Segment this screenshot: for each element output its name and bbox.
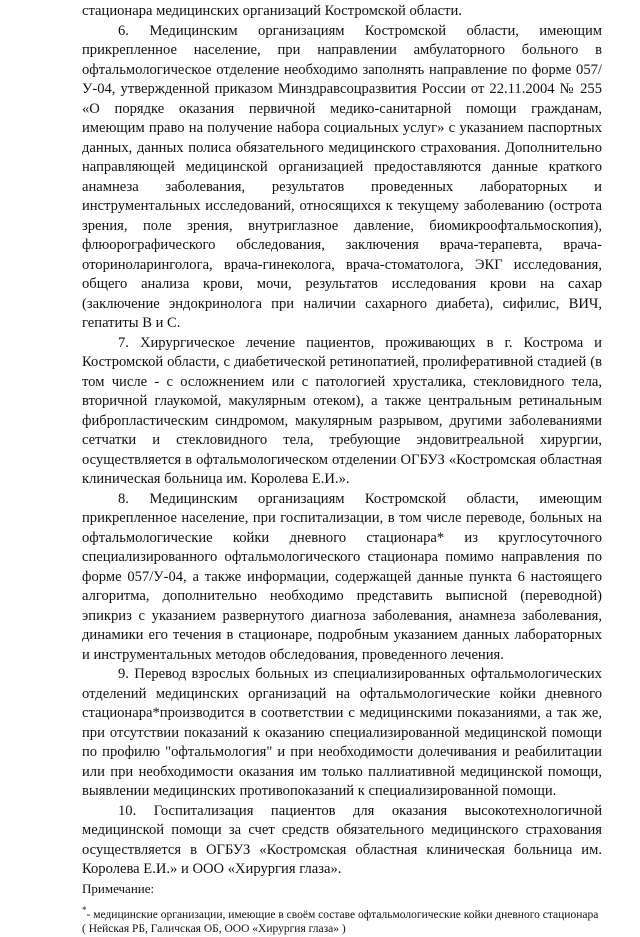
- note-body: - медицинские организации, имеющие в своём составе офтальмологические койки дневного стационара ( Нейская РБ, Галичская ОБ, ООО «Хирургия глаза» ): [82, 908, 598, 935]
- note-title: Примечание:: [82, 880, 602, 897]
- note-text: [82, 903, 602, 937]
- paragraph-10: 10. Госпитализация пациентов для оказания высокотехнологичной медицинской помощи за счет средств обязательного медицинского страхования осуществляется в ОГБУЗ «Костромская областная клиническая больница им. Королева Е.И.» и ООО «Хирургия глаза».: [82, 802, 602, 880]
- note-asterisk: *: [82, 905, 87, 915]
- paragraph-continuation: стационара медицинских организаций Костромской области.: [82, 2, 602, 22]
- paragraph-6: 6. Медицинским организациям Костромской области, имеющим прикрепленное население, при направлении амбулаторного больного в офтальмологическое отделение необходимо заполнять направление по форме 057/У-04, утвержденной приказом Минздравсоцразвития России от 22.11.2004 № 255 «О порядке оказания первичной медико-санитарной помощи гражданам, имеющим право на получение набора социальных услуг» с указанием паспортных данных, данных полиса обязательного медицинского страхования. Дополнительно направляющей медицинской организацией предоставляются данные краткого анамнеза заболевания, результатов проведенных лабораторных и инструментальных исследований, относящихся к текущему заболеванию (острота зрения, поле зрения, внутриглазное давление, биомикроофтальмоскопия), флюорографического обследования, заключения врача-терапевта, врача-оториноларинголога, врача-гинеколога, врача-стоматолога, ЭКГ исследования, общего анализа крови, мочи, результатов исследования крови на сахар (заключение эндокринолога при наличии сахарного диабета), сифилис, ВИЧ, гепатиты В и С.: [82, 22, 602, 334]
- paragraph-8: 8. Медицинским организациям Костромской области, имеющим прикрепленное население, при госпитализации, в том числе переводе, больных на офтальмологические койки дневного стационара* из круглосуточного специализированного офтальмологического стационара помимо направления по форме 057/У-04, а также информации, содержащей данные пункта 6 настоящего алгоритма, дополнительно необходимо представить выписной (переводной) эпикриз с указанием развернутого диагноза заболевания, анамнеза заболевания, динамики его течения в стационаре, подробным указанием данных лабораторных и инструментальных методов обследования, проведенного лечения.: [82, 490, 602, 666]
- paragraph-7: 7. Хирургическое лечение пациентов, проживающих в г. Кострома и Костромской области, с диабетической ретинопатией, пролиферативной стадией (в том числе - с осложнением или с патологией хрусталика, стекловидного тела, вторичной глаукомой, макулярным отеком), а также центральным ретинальным фибропластическим синдромом, макулярным разрывом, другими заболеваниями сетчатки и стекловидного тела, требующие эндовитреальной хирургии, осуществляется в офтальмологическом отделении ОГБУЗ «Костромская областная клиническая больница им. Королева Е.И.».: [82, 334, 602, 490]
- paragraph-9: 9. Перевод взрослых больных из специализированных офтальмологических отделений медицинских организаций на офтальмологические койки дневного стационара*производится в соответствии с медицинскими показаниями, а так же, при отсутствии показаний к оказанию специализированной медицинской помощи по профилю "офтальмология" и при необходимости долечивания и реабилитации или при необходимости оказания им только паллиативной медицинской помощи, выявлении медицинских противопоказаний к специализированной помощи.: [82, 665, 602, 802]
- document-page: [82, 2, 602, 937]
